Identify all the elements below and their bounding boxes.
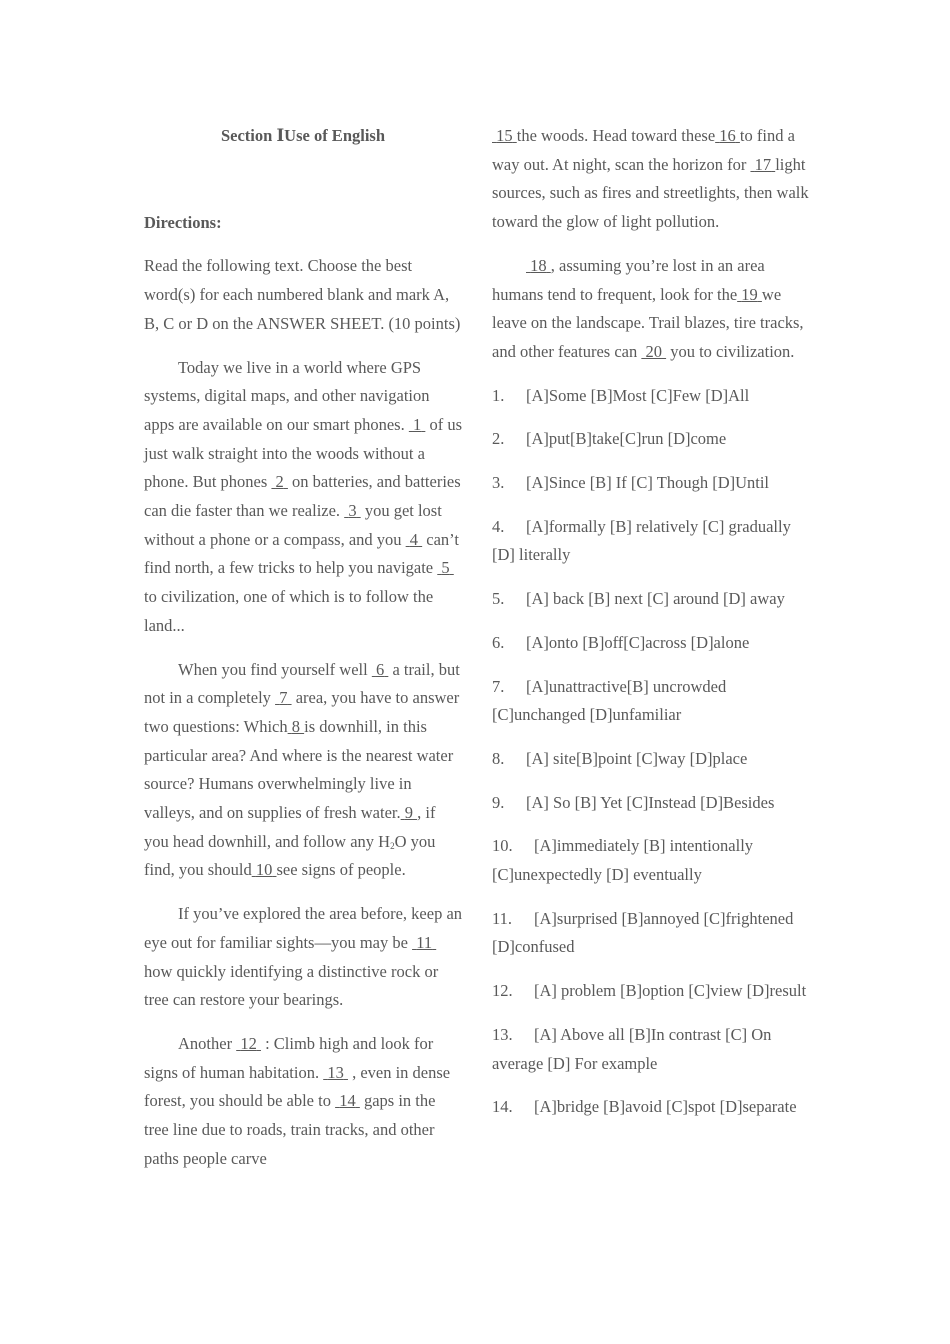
blank-20: 20 — [645, 341, 662, 361]
question-number: 11. — [492, 908, 513, 928]
question-number: 4. — [492, 516, 505, 536]
question-options: [A]onto [B]off[C]across [D]alone — [526, 632, 750, 652]
question-number: 6. — [492, 632, 505, 652]
section-roman-numeral: I — [276, 126, 285, 145]
left-column — [144, 122, 462, 1189]
directions-label: Directions: — [144, 212, 222, 232]
question-number: 8. — [492, 748, 505, 768]
blank-7: 7 — [279, 688, 288, 708]
blank-11: 11 — [416, 932, 433, 952]
blank-6: 6 — [375, 659, 385, 679]
question-item — [492, 629, 810, 658]
passage-paragraph-5: 18 , assuming you’re lost in an area humans tend to frequent, look for the 19 we leave on the landscape. Trail blazes, tire tracks, and other features can 20 you to civilization. — [492, 255, 804, 361]
question-options: [A]bridge [B]avoid [C]spot [D]separate — [534, 1097, 797, 1117]
question-item — [492, 832, 810, 889]
question-number: 7. — [492, 676, 505, 696]
question-item — [492, 977, 810, 1006]
blank-12: 12 — [240, 1033, 257, 1053]
directions-text: Read the following text. Choose the best word(s) for each numbered blank and mark A, B, C or D on the ANSWER SHEET. (10 points) — [144, 256, 461, 333]
blank-18: 18 — [530, 255, 547, 275]
question-item — [492, 1093, 810, 1122]
question-options: [A]put[B]take[C]run [D]come — [526, 429, 727, 449]
blank-5: 5 — [441, 558, 450, 578]
question-options: [A]formally [B] relatively [C] gradually [D] literally — [492, 516, 791, 565]
blank-3: 3 — [348, 501, 357, 521]
question-number: 13. — [492, 1024, 513, 1044]
passage-paragraph-3: If you’ve explored the area before, keep an eye out for familiar sights—you may be 11 how quickly identifying a distinctive rock or tree can restore your bearings. — [144, 904, 463, 1010]
question-item — [492, 382, 810, 411]
blank-1: 1 — [412, 414, 422, 434]
blank-13: 13 — [327, 1062, 344, 1082]
blank-19: 19 — [741, 284, 758, 304]
question-item — [492, 585, 810, 614]
right-column — [492, 122, 810, 1137]
subscript-2: 2 — [390, 840, 395, 851]
question-item — [492, 673, 810, 730]
question-number: 2. — [492, 429, 505, 449]
blank-15: 15 — [496, 126, 513, 145]
question-item — [492, 905, 810, 962]
blank-2: 2 — [275, 472, 284, 492]
question-options: [A] back [B] next [C] around [D] away — [526, 589, 785, 609]
blank-10: 10 — [255, 860, 273, 880]
blank-17: 17 — [754, 154, 772, 174]
question-options: [A] Above all [B]In contrast [C] On average [D] For example — [492, 1024, 772, 1073]
question-item — [492, 1021, 810, 1078]
blank-4: 4 — [409, 529, 419, 549]
question-item — [492, 789, 810, 818]
question-options: [A]immediately [B] intentionally [C]unexpectedly [D] eventually — [492, 836, 754, 885]
question-options: [A] site[B]point [C]way [D]place — [526, 748, 748, 768]
blank-8: 8 — [291, 716, 300, 736]
question-item — [492, 469, 810, 498]
blank-16: 16 — [719, 126, 736, 145]
question-item — [492, 513, 810, 570]
blank-9: 9 — [404, 803, 413, 823]
question-item — [492, 745, 810, 774]
question-number: 3. — [492, 473, 505, 493]
question-options: [A] So [B] Yet [C]Instead [D]Besides — [526, 792, 775, 812]
section-title: Section IUse of English — [220, 126, 386, 145]
question-number: 9. — [492, 792, 505, 812]
passage-paragraph-1: Today we live in a world where GPS systems, digital maps, and other navigation apps are available on our smart phones. 1 of us just walk straight into the woods without a phone. But phones 2 on batteries, and batteries can die faster than we realize. 3 you get lost without a phone or a compass, and you 4 can’t find north, a few tricks to help you navigate 5 to civilization, one of which is to follow the land... — [144, 357, 463, 635]
passage-paragraph-4a: Another 12 : Climb high and look for signs of human habitation. 13 , even in dense forest, you should be able to 14 gaps in the tree line due to roads, train tracks, and other paths people carve — [144, 1033, 451, 1168]
question-number: 10. — [492, 836, 513, 856]
question-list — [492, 382, 810, 1122]
question-number: 5. — [492, 589, 505, 609]
question-number: 14. — [492, 1097, 513, 1117]
question-number: 1. — [492, 385, 505, 405]
blank-14: 14 — [339, 1091, 356, 1111]
question-options: [A]Since [B] If [C] Though [D]Until — [526, 473, 770, 493]
passage-paragraph-2: When you find yourself well 6 a trail, but not in a completely 7 area, you have to answer two questions: Which 8 is downhill, in this particular area? And where is the nearest water source? Humans overwhelmingly live in valleys, and on supplies of fresh water. 9 , if you head downhill, and follow any $H_2O$ you find, you should 10 see signs of people. — [144, 659, 460, 880]
question-options: [A]unattractive[B] uncrowded [C]unchanged [D]unfamiliar — [492, 676, 727, 725]
question-options: [A]Some [B]Most [C]Few [D]All — [526, 385, 750, 405]
question-options: [A]surprised [B]annoyed [C]frightened [D]confused — [492, 908, 794, 957]
question-number: 12. — [492, 981, 513, 1001]
passage-paragraph-4b: 15 the woods. Head toward these 16 to find a way out. At night, scan the horizon for 17 light sources, such as fires and streetlights, then walk toward the glow of light pollution. — [492, 126, 809, 232]
question-options: [A] problem [B]option [C]view [D]result — [534, 981, 807, 1001]
question-item — [492, 425, 810, 454]
